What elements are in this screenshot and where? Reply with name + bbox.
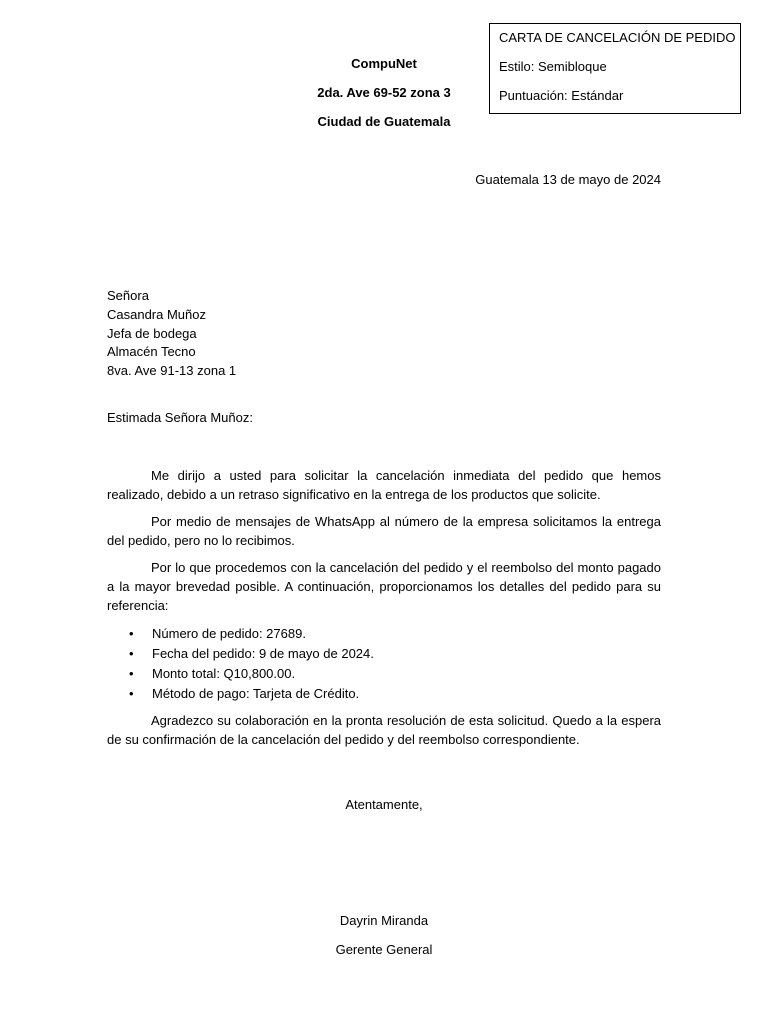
letter-style: Estilo: Semibloque [499, 59, 607, 74]
list-item [107, 684, 661, 704]
order-date: Fecha del pedido: 9 de mayo de 2024. [152, 645, 374, 661]
letter-punctuation: Puntuación: Estándar [499, 88, 624, 103]
recipient-title: Señora [107, 288, 149, 303]
body-paragraph-2: Por medio de mensajes de WhatsApp al número de la empresa solicitamos la entrega del pedido, pero no lo recibimos. [107, 514, 661, 548]
recipient-name: Casandra Muñoz [107, 306, 206, 322]
letter-body [107, 467, 661, 759]
signature-position: Gerente General [335, 942, 433, 957]
recipient-company: Almacén Tecno [107, 344, 196, 360]
order-total: Monto total: Q10,800.00. [152, 665, 296, 681]
sender-city: Ciudad de Guatemala [317, 114, 451, 129]
closing: Atentamente, [345, 797, 423, 812]
bullet-icon: • [129, 685, 134, 701]
sender-address: 2da. Ave 69-52 zona 3 [317, 85, 451, 100]
signature-name: Dayrin Miranda [339, 913, 429, 928]
salutation: Estimada Señora Muñoz: [107, 410, 253, 425]
list-item [107, 644, 661, 664]
recipient-block [107, 287, 236, 381]
body-paragraph-1: Me dirijo a usted para solicitar la cancelación inmediata del pedido que hemos realizado, debido a un retraso significativo en la entrega de los productos que solicite. [107, 468, 661, 502]
sender-letterhead [230, 54, 538, 141]
body-paragraph-4: Agradezco su colaboración en la pronta resolución de esta solicitud. Quedo a la espera de su confirmación de la cancelación del pedido y del reembolso correspondiente. [107, 713, 661, 747]
bullet-icon: • [129, 665, 134, 681]
letter-date: Guatemala 13 de mayo de 2024 [475, 172, 661, 187]
letter-type-title: CARTA DE CANCELACIÓN DE PEDIDO [499, 30, 736, 45]
signature-block [230, 912, 538, 970]
payment-method: Método de pago: Tarjeta de Crédito. [152, 685, 360, 701]
bullet-icon: • [129, 645, 134, 661]
order-number: Número de pedido: 27689. [152, 626, 306, 642]
bullet-icon: • [129, 626, 134, 642]
sender-company: CompuNet [351, 56, 417, 71]
recipient-position: Jefa de bodega [107, 325, 197, 341]
list-item [107, 664, 661, 684]
recipient-address: 8va. Ave 91-13 zona 1 [107, 363, 237, 379]
body-paragraph-3: Por lo que procedemos con la cancelación del pedido y el reembolso del monto pagado a la mayor brevedad posible. A continuación, proporcionamos los detalles del pedido para su referencia: [107, 560, 661, 613]
list-item [107, 624, 661, 644]
order-details-list [107, 624, 661, 703]
